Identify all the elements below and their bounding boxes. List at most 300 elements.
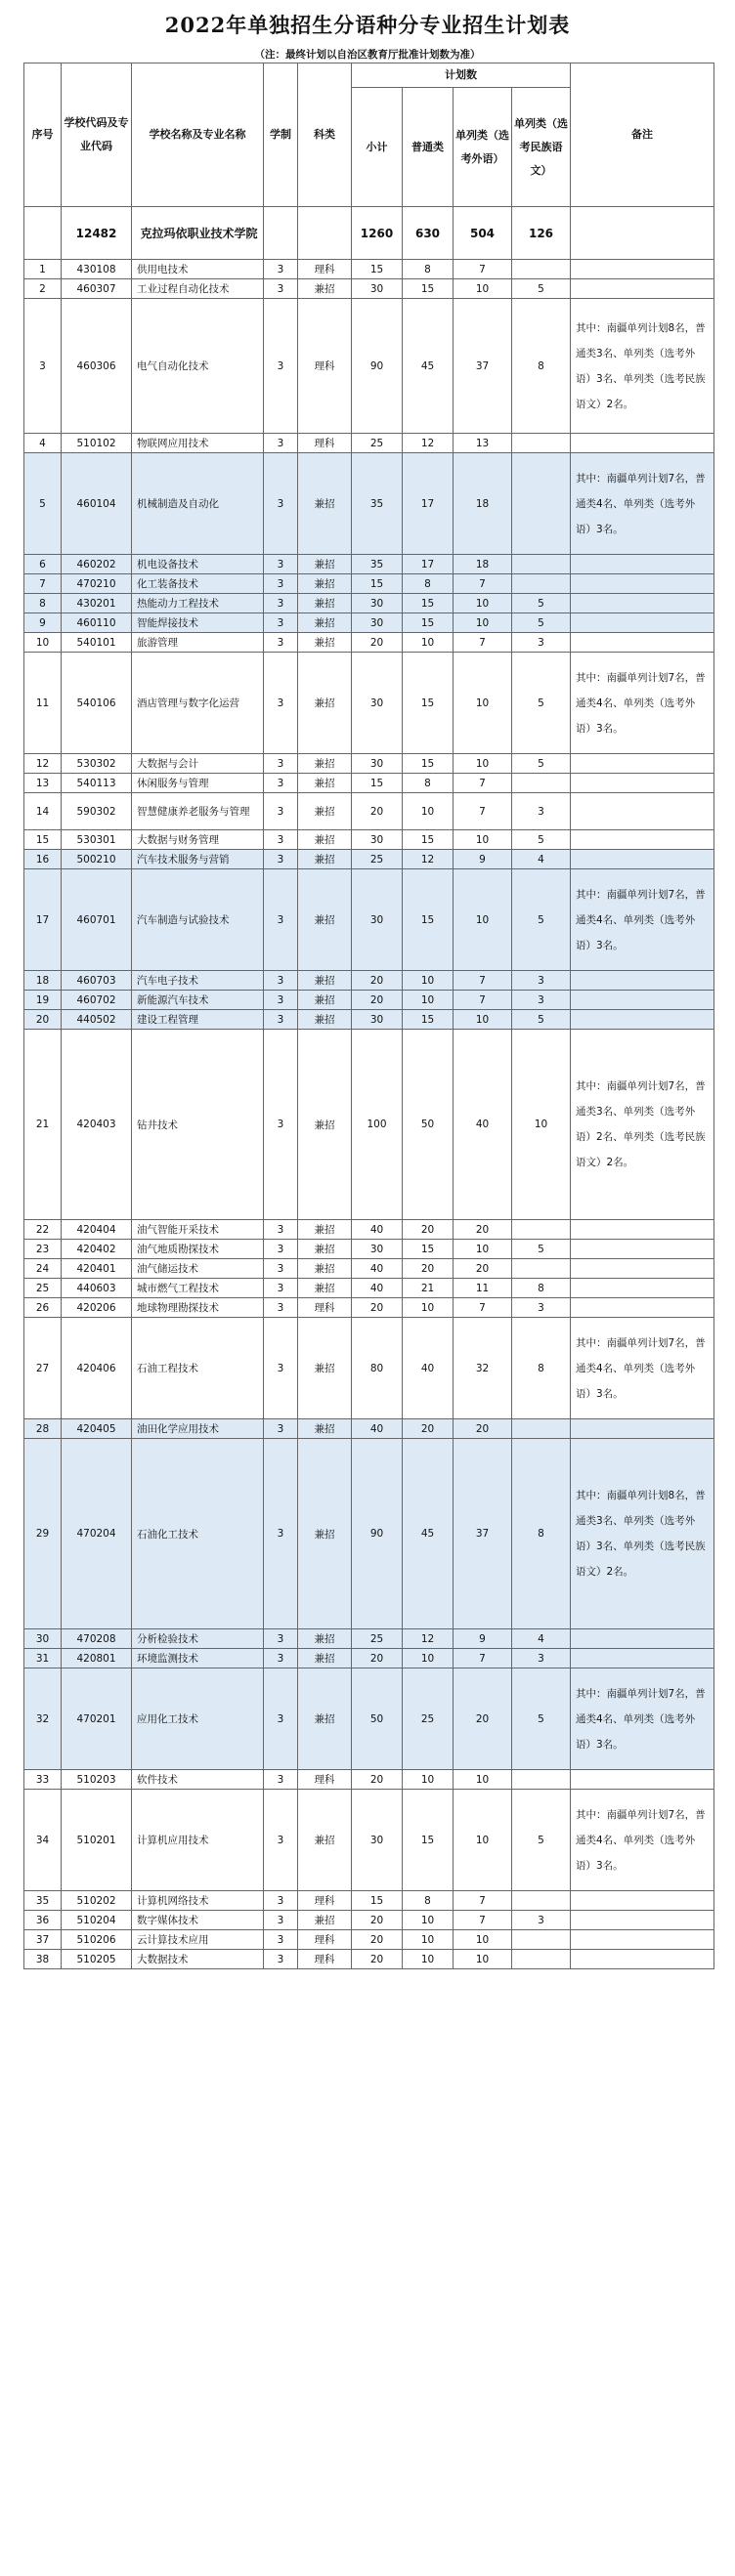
cell-remark [571,1950,714,1969]
table-row [24,793,714,830]
cell-code: 460307 [62,279,132,299]
cell-single-minority: 5 [512,613,571,633]
cell-name: 热能动力工程技术 [132,594,264,613]
table-row [24,1279,714,1298]
cell-name: 大数据技术 [132,1950,264,1969]
table-row [24,971,714,991]
cell-subtotal: 15 [352,260,403,279]
cell-category: 兼招 [298,830,352,850]
cell-subtotal: 90 [352,299,403,434]
cell-general: 15 [403,1240,454,1259]
cell-years: 3 [264,1649,298,1668]
cell-subtotal: 20 [352,633,403,653]
cell-single-foreign: 37 [454,1439,512,1629]
table-row [24,774,714,793]
cell-general: 10 [403,1298,454,1318]
cell-subtotal: 30 [352,653,403,754]
cell-subtotal: 20 [352,1950,403,1969]
cell-single-foreign: 20 [454,1668,512,1770]
cell-years: 3 [264,869,298,971]
cell-single-foreign: 10 [454,594,512,613]
cell-subtotal: 15 [352,574,403,594]
cell-single-foreign: 10 [454,754,512,774]
cell-code: 460306 [62,299,132,434]
cell-code: 420206 [62,1298,132,1318]
cell-name: 汽车技术服务与营销 [132,850,264,869]
cell-name: 汽车电子技术 [132,971,264,991]
cell-code: 470201 [62,1668,132,1770]
cell-single-foreign: 10 [454,613,512,633]
cell-years: 3 [264,633,298,653]
table-row [24,1790,714,1891]
cell-general: 12 [403,1629,454,1649]
cell-category: 兼招 [298,1010,352,1030]
cell-name: 化工装备技术 [132,574,264,594]
cell-years: 3 [264,555,298,574]
cell-general: 15 [403,594,454,613]
table-row [24,1318,714,1419]
table-row [24,260,714,279]
school-remark [571,207,714,260]
cell-code: 470208 [62,1629,132,1649]
cell-code: 460104 [62,453,132,555]
cell-general: 8 [403,260,454,279]
cell-seq: 37 [24,1930,62,1950]
cell-single-minority [512,774,571,793]
cell-subtotal: 20 [352,1930,403,1950]
cell-name: 环境监测技术 [132,1649,264,1668]
cell-seq: 5 [24,453,62,555]
cell-category: 兼招 [298,1030,352,1220]
cell-remark: 其中：南疆单列计划7名，普通类4名、单列类（选考外语）3名。 [571,1318,714,1419]
cell-general: 15 [403,869,454,971]
cell-code: 420404 [62,1220,132,1240]
cell-seq: 29 [24,1439,62,1629]
cell-single-minority: 8 [512,1279,571,1298]
cell-remark [571,971,714,991]
cell-subtotal: 35 [352,453,403,555]
table-row [24,754,714,774]
cell-remark: 其中：南疆单列计划7名，普通类4名、单列类（选考外语）3名。 [571,453,714,555]
cell-category: 兼招 [298,574,352,594]
cell-code: 540106 [62,653,132,754]
cell-seq: 20 [24,1010,62,1030]
table-row [24,830,714,850]
table-row [24,1891,714,1911]
cell-seq: 8 [24,594,62,613]
table-row [24,1220,714,1240]
cell-single-minority: 3 [512,1911,571,1930]
table-row [24,574,714,594]
cell-general: 12 [403,434,454,453]
cell-code: 470204 [62,1439,132,1629]
cell-single-foreign: 9 [454,1629,512,1649]
cell-general: 15 [403,830,454,850]
cell-code: 430108 [62,260,132,279]
cell-general: 15 [403,653,454,754]
cell-category: 兼招 [298,1790,352,1891]
table-row [24,594,714,613]
cell-category: 兼招 [298,1318,352,1419]
cell-category: 兼招 [298,1911,352,1930]
cell-code: 540101 [62,633,132,653]
cell-name: 油气智能开采技术 [132,1220,264,1240]
cell-single-minority [512,453,571,555]
cell-code: 510203 [62,1770,132,1790]
header-category: 科类 [298,63,352,207]
cell-years: 3 [264,1419,298,1439]
cell-years: 3 [264,1259,298,1279]
cell-single-foreign: 32 [454,1318,512,1419]
cell-seq: 25 [24,1279,62,1298]
school-code: 12482 [62,207,132,260]
cell-general: 15 [403,279,454,299]
cell-single-minority: 5 [512,279,571,299]
cell-code: 530301 [62,830,132,850]
cell-name: 智能焊接技术 [132,613,264,633]
cell-code: 460110 [62,613,132,633]
cell-category: 兼招 [298,279,352,299]
table-row [24,991,714,1010]
cell-years: 3 [264,1950,298,1969]
cell-category: 兼招 [298,594,352,613]
cell-single-minority: 8 [512,1439,571,1629]
cell-remark [571,1770,714,1790]
cell-years: 3 [264,594,298,613]
cell-years: 3 [264,434,298,453]
cell-general: 12 [403,850,454,869]
cell-single-minority: 5 [512,869,571,971]
cell-code: 540113 [62,774,132,793]
cell-single-foreign: 18 [454,453,512,555]
cell-name: 应用化工技术 [132,1668,264,1770]
cell-name: 旅游管理 [132,633,264,653]
cell-single-minority: 4 [512,1629,571,1649]
cell-general: 10 [403,971,454,991]
cell-seq: 22 [24,1220,62,1240]
table-row [24,653,714,754]
cell-code: 510205 [62,1950,132,1969]
cell-code: 420401 [62,1259,132,1279]
cell-years: 3 [264,754,298,774]
cell-code: 420801 [62,1649,132,1668]
cell-name: 新能源汽车技术 [132,991,264,1010]
cell-code: 460202 [62,555,132,574]
table-row [24,1240,714,1259]
cell-code: 590302 [62,793,132,830]
cell-remark [571,1891,714,1911]
cell-years: 3 [264,1770,298,1790]
cell-remark: 其中：南疆单列计划7名，普通类4名、单列类（选考外语）3名。 [571,653,714,754]
school-row [24,207,714,260]
cell-single-foreign: 40 [454,1030,512,1220]
cell-subtotal: 40 [352,1279,403,1298]
table-row [24,1439,714,1629]
cell-general: 20 [403,1259,454,1279]
cell-years: 3 [264,1439,298,1629]
cell-seq: 7 [24,574,62,594]
cell-years: 3 [264,1668,298,1770]
cell-general: 10 [403,991,454,1010]
cell-general: 20 [403,1220,454,1240]
cell-seq: 33 [24,1770,62,1790]
cell-single-foreign: 7 [454,260,512,279]
cell-name: 云计算技术应用 [132,1930,264,1950]
cell-remark: 其中：南疆单列计划7名，普通类4名、单列类（选考外语）3名。 [571,869,714,971]
cell-name: 石油化工技术 [132,1439,264,1629]
table-row [24,434,714,453]
cell-years: 3 [264,1298,298,1318]
cell-code: 460702 [62,991,132,1010]
cell-single-foreign: 7 [454,971,512,991]
cell-single-foreign: 7 [454,1891,512,1911]
cell-single-foreign: 10 [454,830,512,850]
cell-name: 酒店管理与数字化运营 [132,653,264,754]
cell-seq: 27 [24,1318,62,1419]
cell-seq: 18 [24,971,62,991]
cell-remark: 其中：南疆单列计划8名，普通类3名、单列类（选考外语）3名、单列类（选考民族语文）2名。 [571,299,714,434]
cell-subtotal: 20 [352,1298,403,1318]
cell-subtotal: 20 [352,991,403,1010]
cell-single-foreign: 10 [454,1930,512,1950]
cell-name: 地球物理勘探技术 [132,1298,264,1318]
school-name: 克拉玛依职业技术学院 [132,207,264,260]
cell-general: 15 [403,1010,454,1030]
table-row [24,1930,714,1950]
cell-years: 3 [264,991,298,1010]
cell-single-foreign: 18 [454,555,512,574]
cell-single-minority [512,1220,571,1240]
cell-single-minority: 3 [512,971,571,991]
cell-category: 兼招 [298,1220,352,1240]
cell-general: 17 [403,555,454,574]
cell-single-minority: 4 [512,850,571,869]
table-row [24,1419,714,1439]
cell-name: 建设工程管理 [132,1010,264,1030]
header-code: 学校代码及专业代码 [62,63,132,207]
cell-category: 兼招 [298,991,352,1010]
cell-name: 智慧健康养老服务与管理 [132,793,264,830]
cell-category: 兼招 [298,869,352,971]
cell-code: 510204 [62,1911,132,1930]
cell-general: 15 [403,754,454,774]
cell-single-foreign: 7 [454,1649,512,1668]
table-row [24,613,714,633]
cell-seq: 4 [24,434,62,453]
cell-subtotal: 30 [352,279,403,299]
cell-remark [571,555,714,574]
table-row [24,869,714,971]
cell-code: 440502 [62,1010,132,1030]
cell-single-minority: 5 [512,594,571,613]
cell-code: 500210 [62,850,132,869]
cell-years: 3 [264,971,298,991]
cell-single-foreign: 7 [454,991,512,1010]
cell-remark [571,633,714,653]
table-row [24,1668,714,1770]
cell-single-minority [512,1930,571,1950]
cell-general: 10 [403,1930,454,1950]
cell-years: 3 [264,1030,298,1220]
cell-single-minority [512,1950,571,1969]
cell-years: 3 [264,574,298,594]
cell-remark [571,1911,714,1930]
cell-single-minority: 3 [512,1649,571,1668]
cell-single-foreign: 7 [454,793,512,830]
school-seq [24,207,62,260]
cell-subtotal: 25 [352,1629,403,1649]
cell-seq: 26 [24,1298,62,1318]
cell-years: 3 [264,299,298,434]
cell-remark [571,793,714,830]
cell-years: 3 [264,1891,298,1911]
cell-name: 钻井技术 [132,1030,264,1220]
cell-subtotal: 50 [352,1668,403,1770]
cell-code: 510102 [62,434,132,453]
cell-general: 8 [403,574,454,594]
cell-remark [571,434,714,453]
table-row [24,1010,714,1030]
cell-years: 3 [264,653,298,754]
cell-subtotal: 25 [352,434,403,453]
cell-single-minority: 5 [512,1668,571,1770]
cell-category: 理科 [298,1950,352,1969]
cell-category: 兼招 [298,793,352,830]
cell-single-minority: 5 [512,1790,571,1891]
header-general: 普通类 [403,88,454,207]
cell-category: 兼招 [298,850,352,869]
cell-general: 21 [403,1279,454,1298]
cell-category: 兼招 [298,1649,352,1668]
cell-general: 17 [403,453,454,555]
cell-remark [571,279,714,299]
cell-subtotal: 20 [352,1770,403,1790]
header-subtotal: 小计 [352,88,403,207]
cell-subtotal: 30 [352,613,403,633]
cell-single-minority: 3 [512,991,571,1010]
cell-remark [571,1419,714,1439]
cell-single-foreign: 10 [454,1240,512,1259]
cell-single-foreign: 9 [454,850,512,869]
cell-name: 数字媒体技术 [132,1911,264,1930]
cell-general: 10 [403,793,454,830]
cell-remark [571,830,714,850]
cell-general: 10 [403,1770,454,1790]
cell-category: 理科 [298,1930,352,1950]
cell-subtotal: 100 [352,1030,403,1220]
cell-single-foreign: 7 [454,574,512,594]
cell-seq: 6 [24,555,62,574]
cell-seq: 14 [24,793,62,830]
cell-seq: 17 [24,869,62,971]
cell-name: 软件技术 [132,1770,264,1790]
cell-years: 3 [264,1930,298,1950]
cell-name: 计算机网络技术 [132,1891,264,1911]
cell-code: 460703 [62,971,132,991]
cell-single-foreign: 10 [454,653,512,754]
cell-years: 3 [264,850,298,869]
cell-seq: 28 [24,1419,62,1439]
cell-general: 10 [403,1649,454,1668]
cell-single-minority [512,1259,571,1279]
cell-general: 8 [403,1891,454,1911]
cell-remark [571,613,714,633]
cell-single-minority [512,260,571,279]
cell-subtotal: 15 [352,1891,403,1911]
cell-name: 汽车制造与试验技术 [132,869,264,971]
table-row [24,1911,714,1930]
cell-general: 20 [403,1419,454,1439]
cell-seq: 36 [24,1911,62,1930]
cell-seq: 16 [24,850,62,869]
cell-code: 420402 [62,1240,132,1259]
cell-years: 3 [264,613,298,633]
cell-single-foreign: 20 [454,1220,512,1240]
cell-name: 分析检验技术 [132,1629,264,1649]
cell-single-minority: 10 [512,1030,571,1220]
cell-code: 460701 [62,869,132,971]
cell-name: 油气储运技术 [132,1259,264,1279]
cell-seq: 3 [24,299,62,434]
cell-category: 兼招 [298,774,352,793]
cell-name: 机械制造及自动化 [132,453,264,555]
cell-single-minority [512,555,571,574]
cell-subtotal: 80 [352,1318,403,1419]
school-general: 630 [403,207,454,260]
cell-subtotal: 30 [352,1010,403,1030]
cell-years: 3 [264,1629,298,1649]
cell-subtotal: 90 [352,1439,403,1629]
cell-remark [571,754,714,774]
cell-single-minority [512,434,571,453]
cell-subtotal: 30 [352,594,403,613]
cell-category: 兼招 [298,653,352,754]
cell-remark [571,260,714,279]
header-single-foreign: 单列类（选考外语） [454,88,512,207]
cell-seq: 35 [24,1891,62,1911]
cell-category: 兼招 [298,453,352,555]
cell-single-foreign: 10 [454,1010,512,1030]
cell-subtotal: 15 [352,774,403,793]
cell-seq: 38 [24,1950,62,1969]
cell-remark [571,850,714,869]
cell-name: 供用电技术 [132,260,264,279]
cell-seq: 30 [24,1629,62,1649]
cell-remark [571,1240,714,1259]
cell-general: 15 [403,1790,454,1891]
cell-seq: 12 [24,754,62,774]
cell-code: 510206 [62,1930,132,1950]
cell-single-foreign: 7 [454,774,512,793]
cell-name: 物联网应用技术 [132,434,264,453]
cell-category: 兼招 [298,1439,352,1629]
table-row [24,1030,714,1220]
cell-subtotal: 40 [352,1259,403,1279]
cell-remark [571,774,714,793]
cell-seq: 15 [24,830,62,850]
cell-subtotal: 35 [352,555,403,574]
cell-years: 3 [264,279,298,299]
cell-category: 理科 [298,260,352,279]
cell-single-foreign: 10 [454,1950,512,1969]
cell-category: 兼招 [298,1668,352,1770]
table-row [24,1950,714,1969]
cell-years: 3 [264,1240,298,1259]
header-seq: 序号 [24,63,62,207]
table-row [24,279,714,299]
cell-years: 3 [264,1911,298,1930]
cell-remark: 其中：南疆单列计划8名，普通类3名、单列类（选考外语）3名、单列类（选考民族语文）2名。 [571,1439,714,1629]
